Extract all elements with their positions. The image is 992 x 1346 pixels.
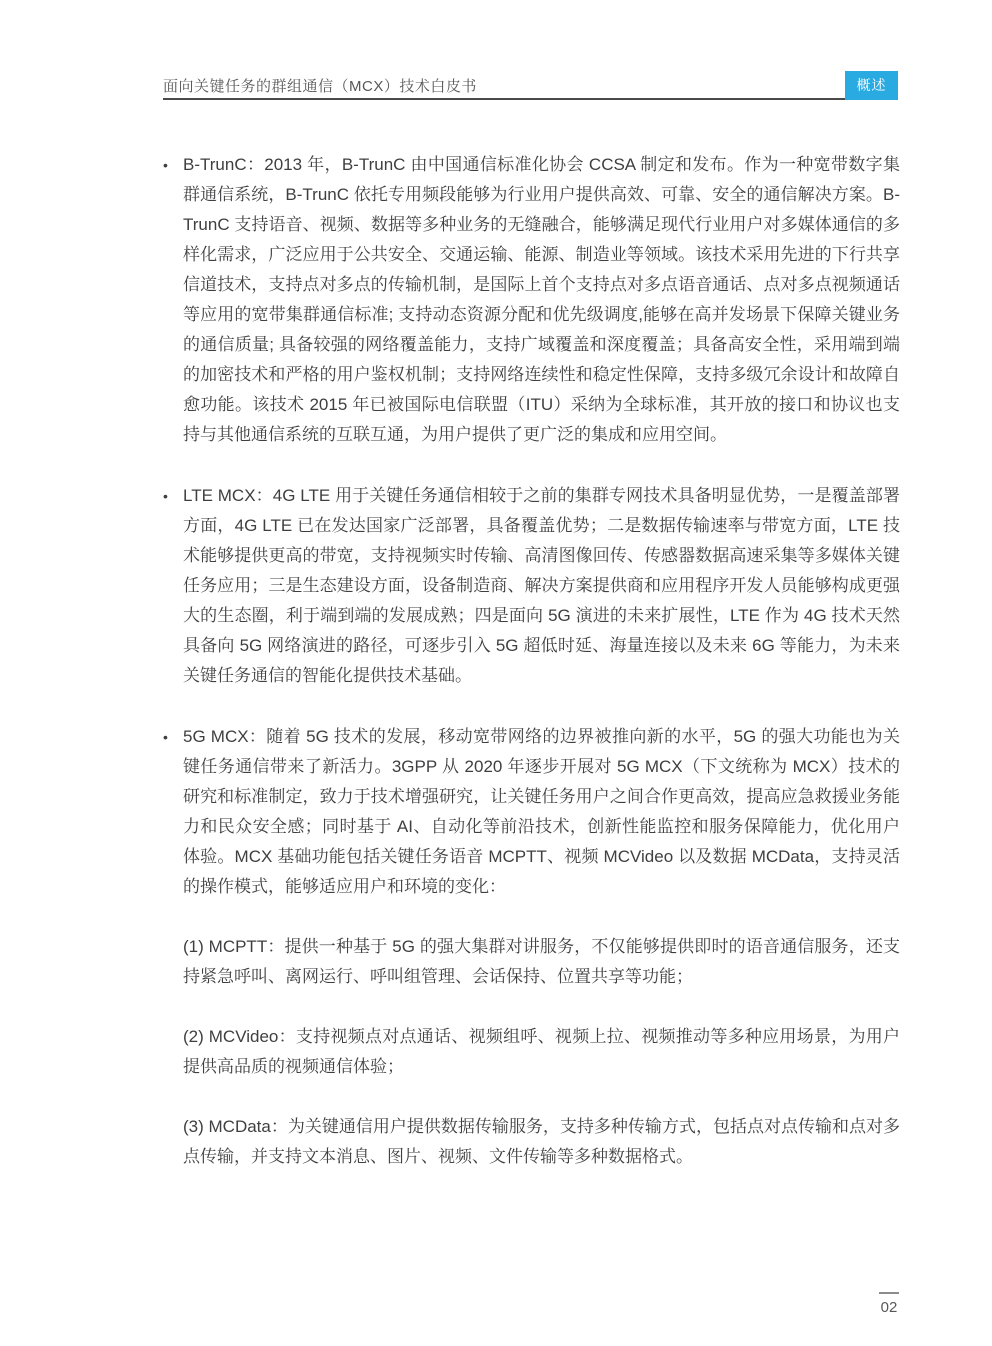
- sub-item-mcdata: (3) MCData：为关键通信用户提供数据传输服务，支持多种传输方式，包括点对点传输和点对多点传输，并支持文本消息、图片、视频、文件传输等多种数据格式。: [183, 1117, 900, 1166]
- bullet-item-5g-mcx: [163, 722, 900, 1172]
- bullet-body: [183, 150, 900, 450]
- header-rule: [163, 98, 845, 100]
- header-section-badge: 概述: [845, 71, 898, 100]
- bullet-marker-icon: •: [163, 488, 168, 504]
- content-area: [163, 150, 900, 1203]
- header-doc-title: 面向关键任务的群组通信（MCX）技术白皮书: [163, 78, 477, 95]
- bullet-body: [183, 481, 900, 691]
- sub-item-mcvideo: (2) MCVideo：支持视频点对点通话、视频组呼、视频上拉、视频推动等多种应用场景，为用户提供高品质的视频通信体验；: [183, 1027, 900, 1076]
- page-number: 02: [880, 1299, 898, 1316]
- paragraph-lte-mcx: LTE MCX：4G LTE 用于关键任务通信相较于之前的集群专网技术具备明显优势，一是覆盖部署方面，4G LTE 已在发达国家广泛部署，具备覆盖优势；二是数据传输速率与带宽方面，LTE 技术能够提供更高的带宽，支持视频实时传输、高清图像回传、传感器数据高速采集等多媒体关键任务应用；三是生态建设方面，设备制造商、解决方案提供商和应用程序开发人员能够构成更强大的生态圈，利于端到端的发展成熟；四是面向 5G 演进的未来扩展性，LTE 作为 4G 技术天然具备向 5G 网络演进的路径，可逐步引入 5G 超低时延、海量连接以及未来 6G 等能力，为未来关键任务通信的智能化提供技术基础。: [183, 486, 900, 685]
- bullet-marker-icon: •: [163, 157, 168, 173]
- footer-rule: [879, 1292, 899, 1294]
- bullet-item-btrunc: [163, 150, 900, 450]
- bullet-marker-icon: •: [163, 729, 168, 745]
- bullet-body: [183, 722, 900, 1172]
- sub-item-mcptt: (1) MCPTT：提供一种基于 5G 的强大集群对讲服务，不仅能够提供即时的语音通信服务，还支持紧急呼叫、离网运行、呼叫组管理、会话保持、位置共享等功能；: [183, 937, 900, 986]
- paragraph-btrunc: B-TrunC：2013 年，B-TrunC 由中国通信标准化协会 CCSA 制定和发布。作为一种宽带数字集群通信系统，B-TrunC 依托专用频段能够为行业用户提供高效、可靠、安全的通信解决方案。B-TrunC 支持语音、视频、数据等多种业务的无缝融合，能够满足现代行业用户对多媒体通信的多样化需求，广泛应用于公共安全、交通运输、能源、制造业等领域。该技术采用先进的下行共享信道技术，支持点对多点的传输机制，是国际上首个支持点对多点语音通话、点对多点视频通话等应用的宽带集群通信标准; 支持动态资源分配和优先级调度,能够在高并发场景下保障关键业务的通信质量; 具备较强的网络覆盖能力，支持广域覆盖和深度覆盖；具备高安全性，采用端到端的加密技术和严格的用户鉴权机制；支持网络连续性和稳定性保障，支持多级冗余设计和故障自愈功能。该技术 2015 年已被国际电信联盟（ITU）采纳为全球标准，其开放的接口和协议也支持与其他通信系统的互联互通，为用户提供了更广泛的集成和应用空间。: [183, 155, 900, 444]
- bullet-item-lte-mcx: [163, 481, 900, 691]
- paragraph-5g-mcx: 5G MCX：随着 5G 技术的发展，移动宽带网络的边界被推向新的水平，5G 的强大功能也为关键任务通信带来了新活力。3GPP 从 2020 年逐步开展对 5G MCX（下文统称为 MCX）技术的研究和标准制定，致力于技术增强研究，让关键任务用户之间合作更高效，提高应急救援业务能力和民众安全感；同时基于 AI、自动化等前沿技术，创新性能监控和服务保障能力，优化用户体验。MCX 基础功能包括关键任务语音 MCPTT、视频 MCVideo 以及数据 MCData，支持灵活的操作模式，能够适应用户和环境的变化：: [183, 727, 900, 896]
